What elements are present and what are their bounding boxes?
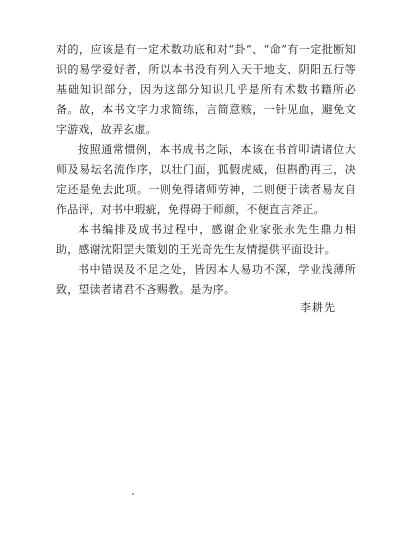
scan-speck [132, 493, 134, 495]
paragraph-1: 对的，应该是有一定术数功底和对“卦”、“命”有一定批断知识的易学爱好者，所以本书没有列入天干地支、阴阳五行等基础知识部分，因为这部分知识几乎是所有术数书籍所必备。故，本书文字力求简练，言简意赅，一针见血，避免文字游戏，故弄玄虚。 [56, 43, 356, 136]
author-signature: 李耕先 [300, 301, 336, 314]
paragraph-2: 按照通常惯例，本书成书之际，本该在书首叩请诸位大师及易坛名流作序，以壮门面，狐假虎威，但斟酌再三，决定还是免去此项。一则免得诸师劳神，二则便于读者易友自作品评，对书中瑕疵，免得碍于师颜，不便直言斧正。 [56, 143, 356, 216]
paragraph-4: 书中错误及不足之处，皆因本人易功不深，学业浅薄所致，望读者诸君不吝赐教。是为序。 [56, 263, 356, 296]
preface-body [56, 40, 356, 300]
paragraph-3: 本书编排及成书过程中，感谢企业家张永先生鼎力相助，感谢沈阳罡夫策划的王光奇先生友情提供平面设计。 [56, 223, 356, 256]
